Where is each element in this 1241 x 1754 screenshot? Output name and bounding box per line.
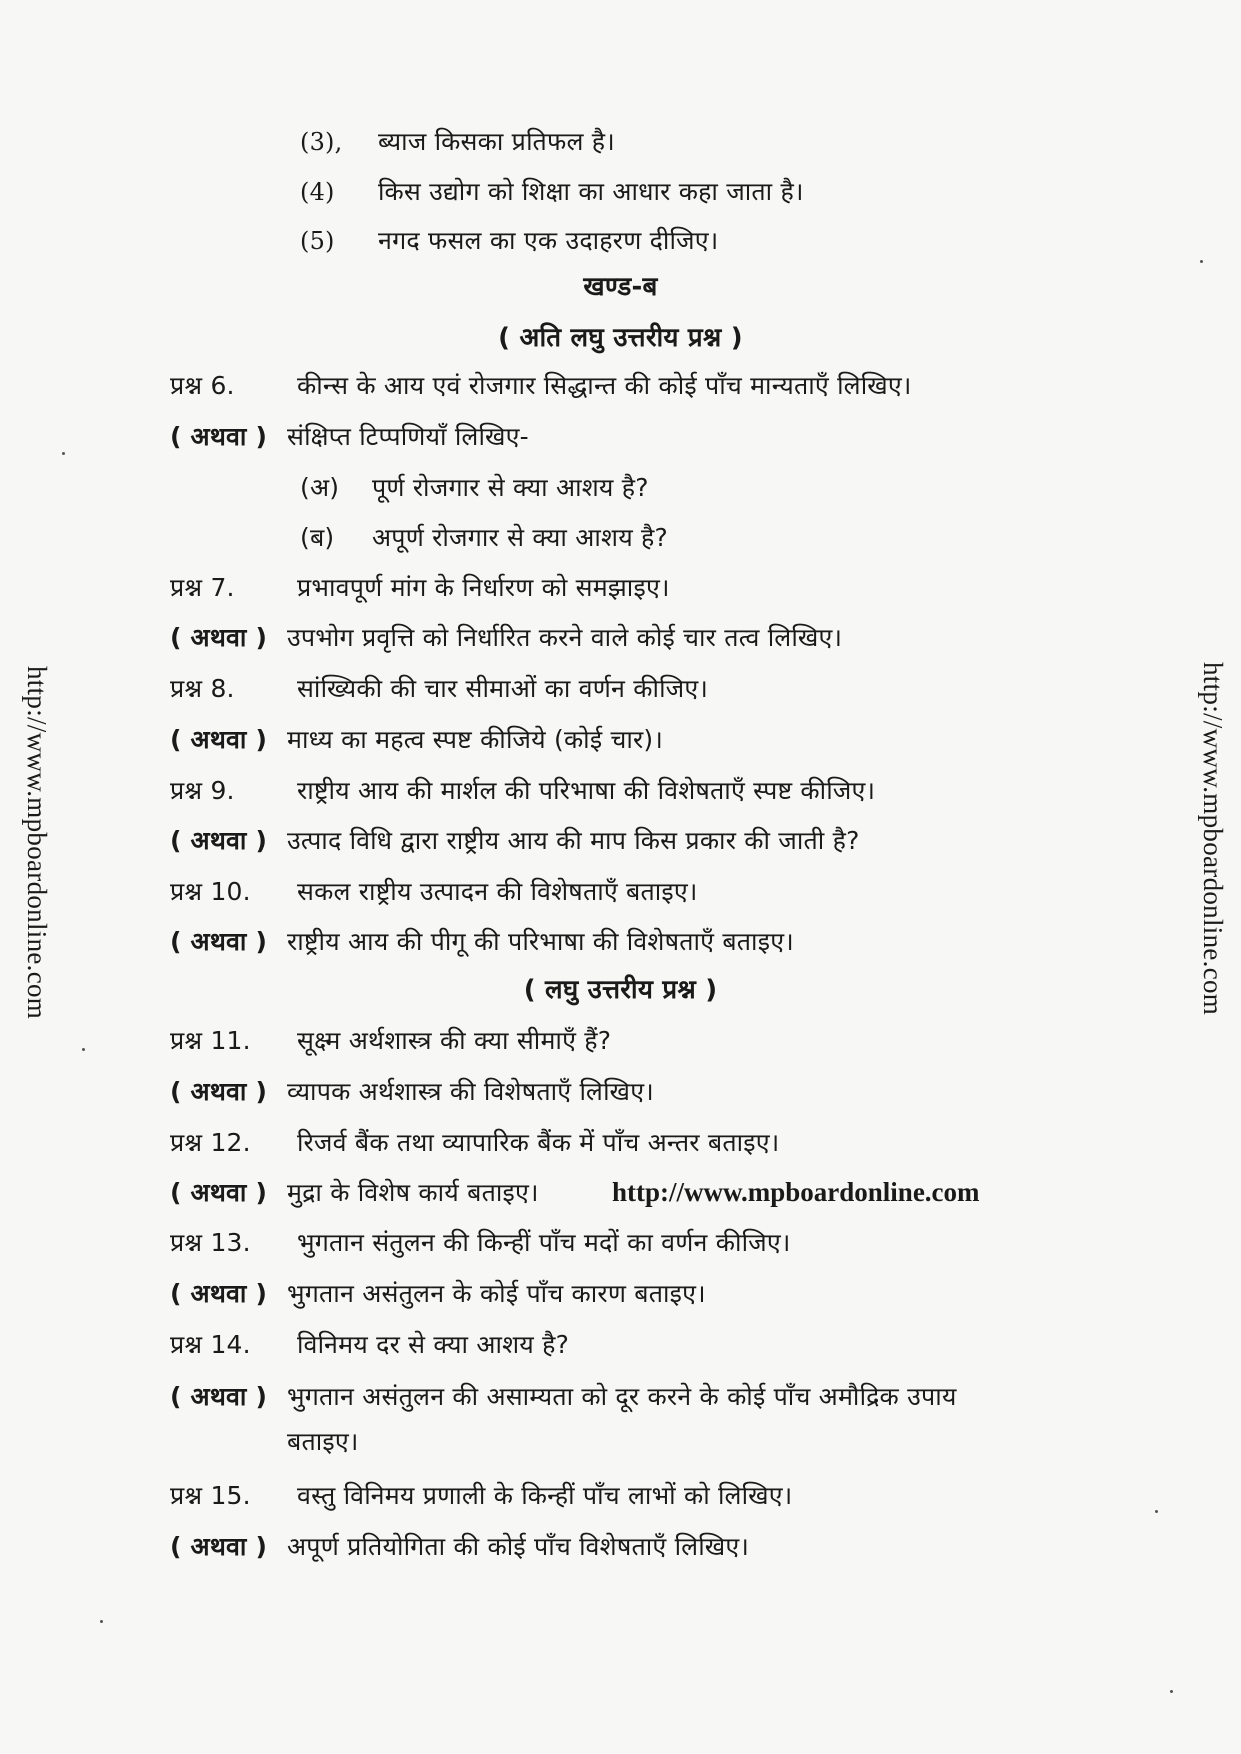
question-11: प्रश्न 11. सूक्ष्म अर्थशास्त्र की क्या सीमाएँ हैं? bbox=[170, 1026, 612, 1055]
question-14: प्रश्न 14. विनिमय दर से क्या आशय है? bbox=[170, 1330, 570, 1359]
question-8: प्रश्न 8. सांख्यिकी की चार सीमाओं का वर्णन कीजिए। bbox=[170, 674, 709, 703]
question-9-alt: ( अथवा ) उत्पाद विधि द्वारा राष्ट्रीय आय की माप किस प्रकार की जाती है? bbox=[170, 826, 860, 855]
exam-page: http://www.mpboardonline.com http://www.mpboardonline.com (3), ब्याज किसका प्रतिफल है। (4) किस उद्योग को शिक्षा का आधार कहा जाता है। (5) नगद फसल का एक उदाहरण दीजिए। खण्ड-ब ( अति लघु उत्तरीय प्रश्न ) प्रश्न 6. कीन्स के आय एवं रोजगार सिद्धान्त की कोई पाँच मान्यताएँ लिखिए। ( अथवा ) संक्षिप्त टिप्पणियाँ लिखिए- (अ) पूर्ण रोजगार से क्या आशय है? (ब) अपूर्ण रोजगार से क्या आशय है? प्रश्न 7. प्रभावपूर्ण मांग के निर्धारण को समझाइए। ( अथवा ) उपभोग प्रवृत्ति को निर्धारित करने वाले कोई चार तत्व लिखिए। प्रश्न 8. सांख्यिकी की चार सीमाओं का वर्णन कीजिए। ( अथवा ) माध्य का महत्व स्पष्ट कीजिये (कोई चार)। प्रश्न 9. राष्ट्रीय आय की मार्शल की परिभाषा की विशेषताएँ स्पष्ट कीजिए। ( अथवा ) उत्पाद विधि द्वारा राष्ट्रीय आय की माप किस प्रकार की जाती है? प्रश्न 10. सकल राष्ट्रीय उत्पादन की विशेषताएँ बताइए। ( अथवा ) राष्ट्रीय आय की पीगू की परिभाषा की विशेषताएँ बताइए। ( लघु उत्तरीय प्रश्न ) प्रश्न 11. सूक्ष्म अर्थशास्त्र की क्या सीमाएँ हैं? ( अथवा ) व्यापक अर्थशास्त्र की विशेषताएँ लिखिए। प्रश्न 12. रिजर्व बैंक तथा व्यापारिक बैंक में पाँच अन्तर बताइए। ( अथवा ) मुद्रा के विशेष कार्य बताइए। http://www.mpboardonline.com प्रश्न 13. भुगतान संतुलन की किन्हीं पाँच मदों का वर्णन कीजिए। ( अथवा ) भुगतान असंतुलन के कोई पाँच कारण बताइए। प्रश्न 14. विनिमय दर से क्या आशय है? ( अथवा ) भुगतान असंतुलन की असाम्यता को दूर करने के कोई पाँच अमौद्रिक उपाय बताइए। प्रश्न 15. वस्तु विनिमय प्रणाली के किन्हीं पाँच लाभों को लिखिए। ( अथवा ) अपूर्ण प्रतियोगिता की कोई पाँच विशेषताएँ लिखिए। bbox=[0, 0, 1241, 1754]
question-7: प्रश्न 7. प्रभावपूर्ण मांग के निर्धारण को समझाइए। bbox=[170, 573, 670, 602]
scan-speck bbox=[1155, 1510, 1158, 1513]
question-7-alt: ( अथवा ) उपभोग प्रवृत्ति को निर्धारित करने वाले कोई चार तत्व लिखिए। bbox=[170, 623, 843, 652]
section-title: खण्ड-ब bbox=[583, 272, 658, 302]
question-9: प्रश्न 9. राष्ट्रीय आय की मार्शल की परिभाषा की विशेषताएँ स्पष्ट कीजिए। bbox=[170, 776, 876, 805]
question-6-alt: ( अथवा ) संक्षिप्त टिप्पणियाँ लिखिए- bbox=[170, 422, 529, 451]
question-12: प्रश्न 12. रिजर्व बैंक तथा व्यापारिक बैंक में पाँच अन्तर बताइए। bbox=[170, 1128, 780, 1157]
question-14-alt: ( अथवा ) भुगतान असंतुलन की असाम्यता को दूर करने के कोई पाँच अमौद्रिक उपाय bbox=[170, 1382, 957, 1411]
scan-speck bbox=[100, 1620, 103, 1623]
question-13: प्रश्न 13. भुगतान संतुलन की किन्हीं पाँच मदों का वर्णन कीजिए। bbox=[170, 1228, 791, 1257]
question-8-alt: ( अथवा ) माध्य का महत्व स्पष्ट कीजिये (कोई चार)। bbox=[170, 725, 664, 754]
scan-speck bbox=[82, 1048, 85, 1051]
right-side-watermark: http://www.mpboardonline.com bbox=[1198, 662, 1228, 1016]
question-6-alt-b: (ब) अपूर्ण रोजगार से क्या आशय है? bbox=[300, 523, 668, 552]
question-15: प्रश्न 15. वस्तु विनिमय प्रणाली के किन्हीं पाँच लाभों को लिखिए। bbox=[170, 1481, 793, 1510]
scan-speck bbox=[62, 452, 65, 455]
question-10-alt: ( अथवा ) राष्ट्रीय आय की पीगू की परिभाषा की विशेषताएँ बताइए। bbox=[170, 927, 794, 956]
scan-speck bbox=[1200, 260, 1203, 263]
question-6-alt-a: (अ) पूर्ण रोजगार से क्या आशय है? bbox=[300, 473, 649, 502]
inline-watermark-url: http://www.mpboardonline.com bbox=[612, 1177, 980, 1207]
question-15-alt: ( अथवा ) अपूर्ण प्रतियोगिता की कोई पाँच विशेषताएँ लिखिए। bbox=[170, 1532, 750, 1561]
question-14-alt-cont: बताइए। bbox=[287, 1427, 359, 1456]
question-12-alt: ( अथवा ) मुद्रा के विशेष कार्य बताइए। bbox=[170, 1178, 539, 1207]
question-6: प्रश्न 6. कीन्स के आय एवं रोजगार सिद्धान्त की कोई पाँच मान्यताएँ लिखिए। bbox=[170, 371, 912, 400]
scan-speck bbox=[1170, 1690, 1173, 1693]
question-11-alt: ( अथवा ) व्यापक अर्थशास्त्र की विशेषताएँ लिखिए। bbox=[170, 1077, 654, 1106]
subheading-short: ( लघु उत्तरीय प्रश्न ) bbox=[523, 975, 718, 1005]
question-13-alt: ( अथवा ) भुगतान असंतुलन के कोई पाँच कारण बताइए। bbox=[170, 1279, 706, 1308]
question-10: प्रश्न 10. सकल राष्ट्रीय उत्पादन की विशेषताएँ बताइए। bbox=[170, 877, 698, 906]
subheading-very-short: ( अति लघु उत्तरीय प्रश्न ) bbox=[498, 323, 743, 353]
left-side-watermark: http://www.mpboardonline.com bbox=[22, 666, 52, 1020]
